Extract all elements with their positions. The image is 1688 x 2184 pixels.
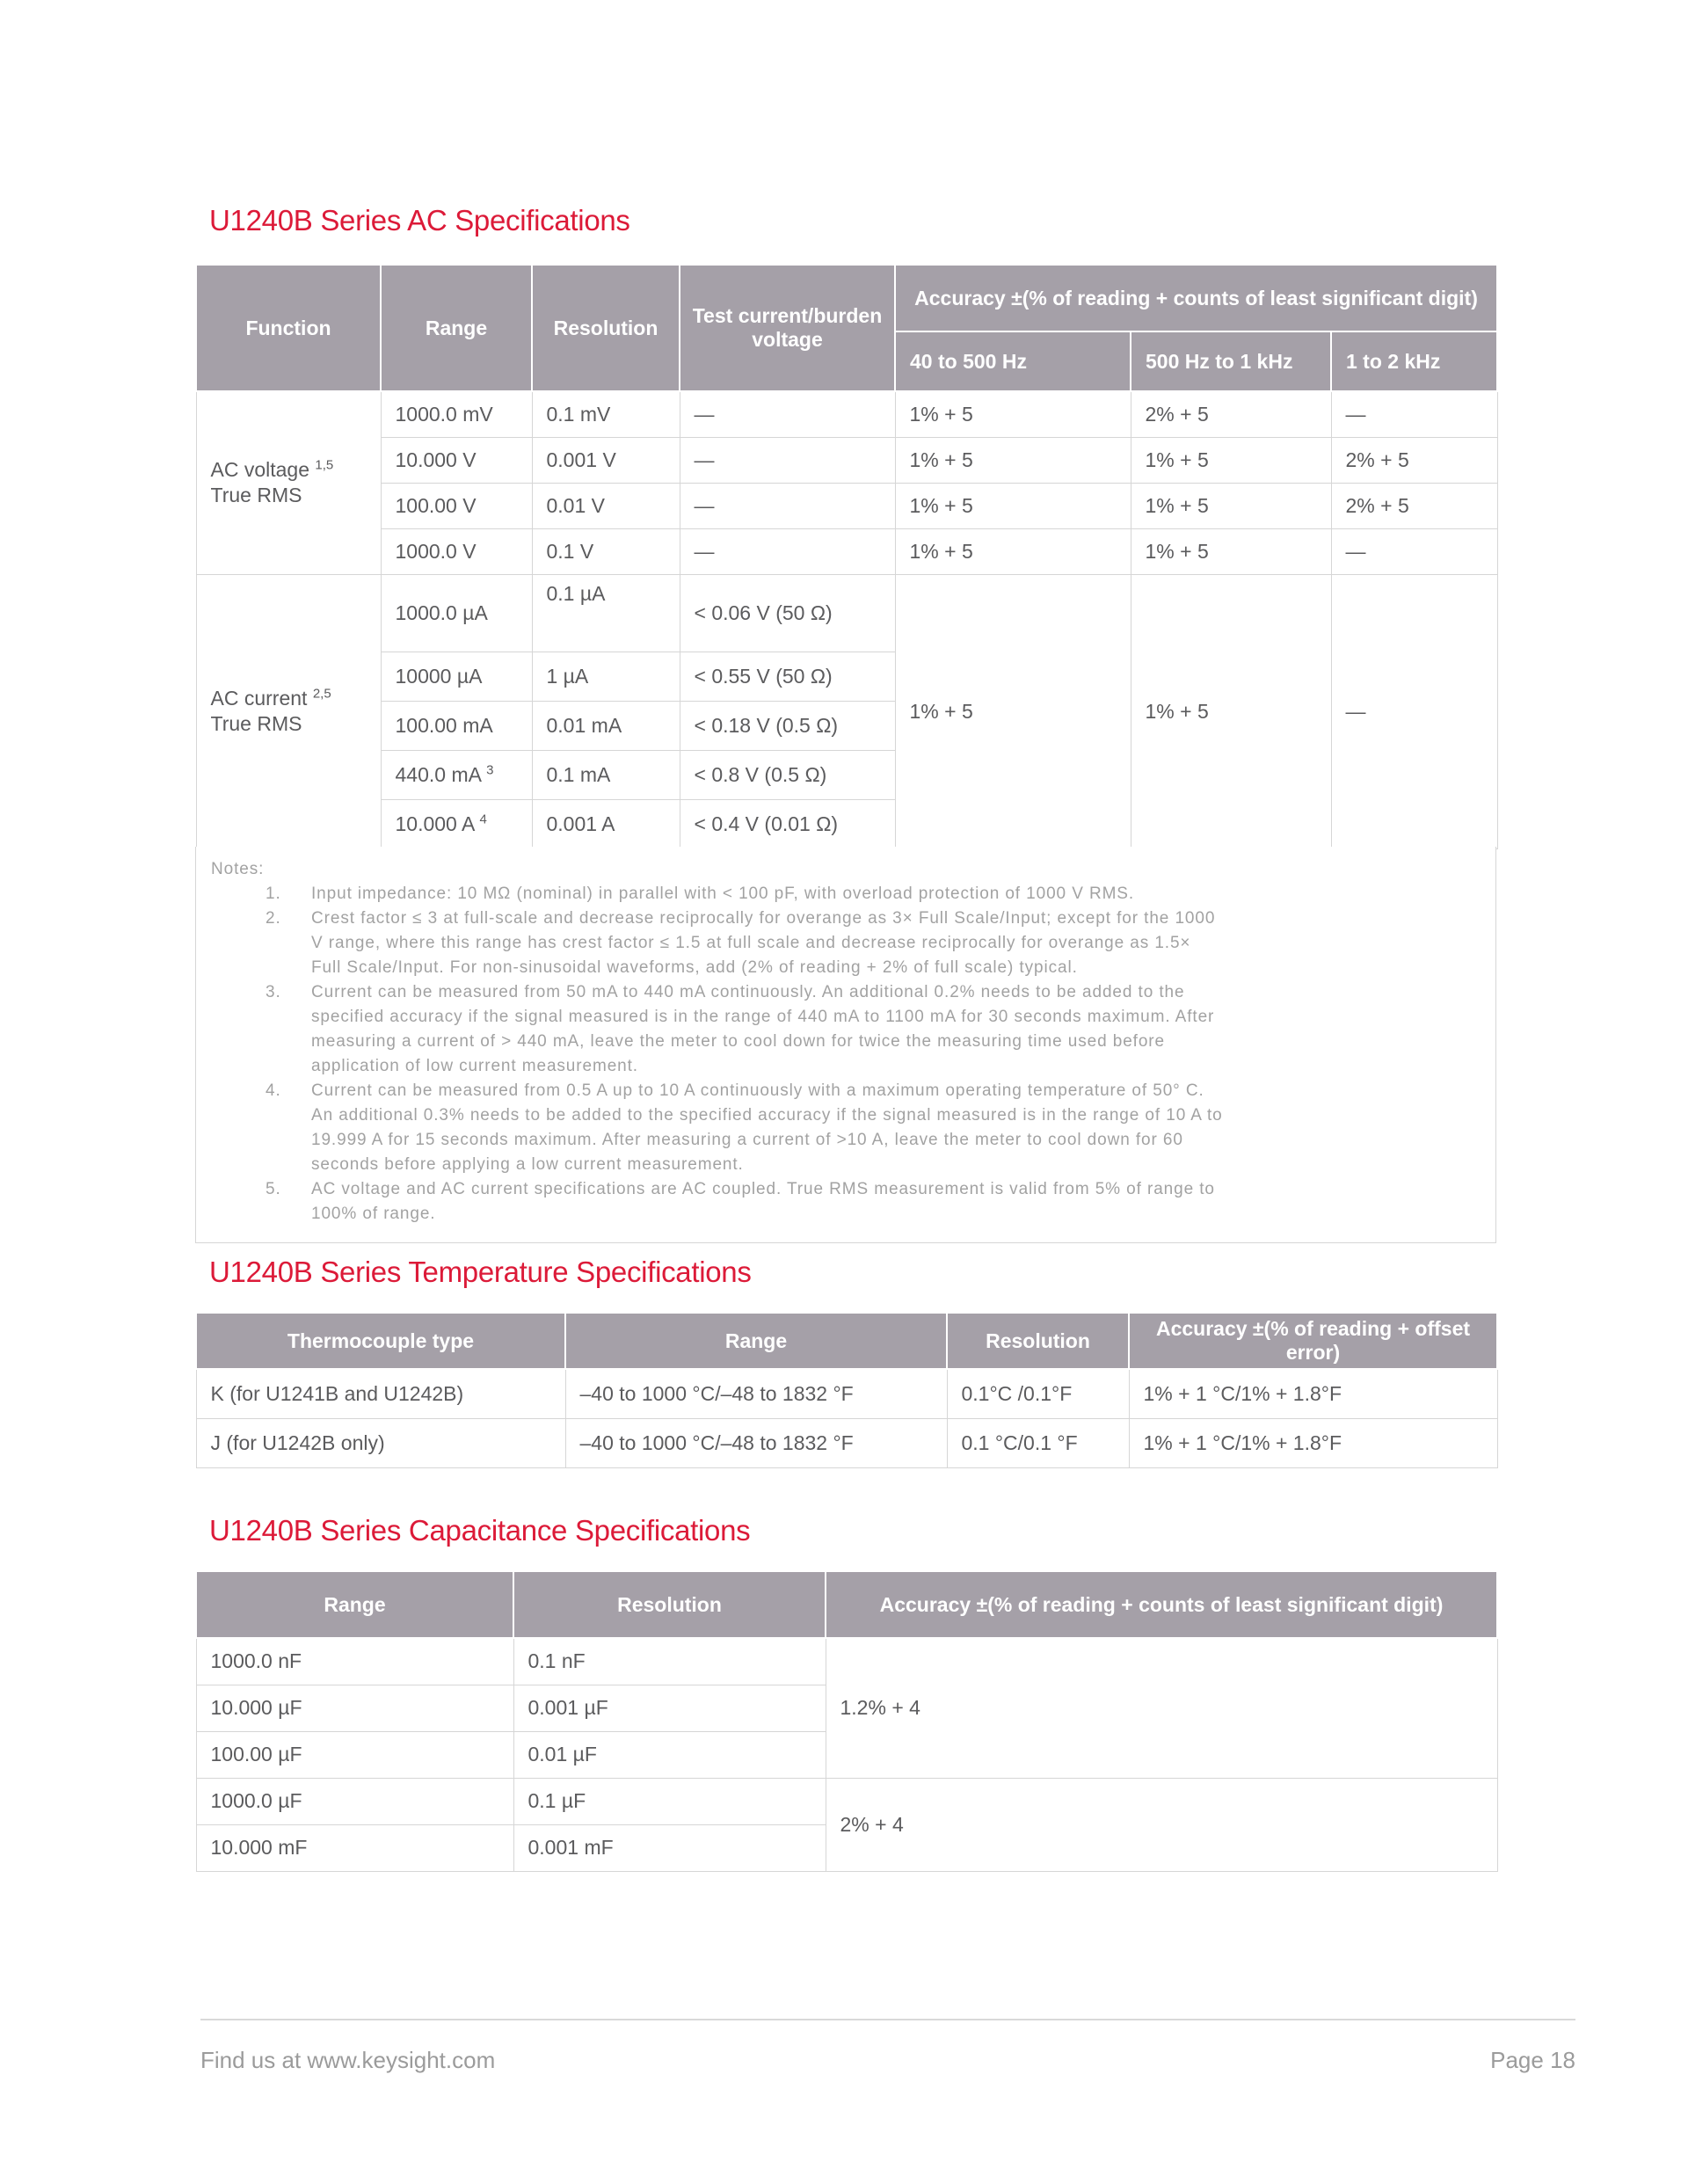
range-cell: 1000.0 nF — [196, 1638, 513, 1685]
function-label-line2: True RMS — [210, 712, 302, 735]
temperature-section-title: U1240B Series Temperature Specifications — [209, 1256, 752, 1288]
col-header-range: Range — [196, 1571, 513, 1638]
resolution-cell: 0.1 nF — [513, 1638, 826, 1685]
note-item — [211, 1177, 1481, 1227]
note-number: 5. — [266, 1180, 281, 1198]
accuracy-cell: — — [1331, 528, 1497, 574]
footnote-ref: 4 — [479, 811, 487, 826]
note-number: 1. — [266, 885, 281, 903]
test-voltage-cell: < 0.4 V (0.01 Ω) — [680, 799, 895, 848]
resolution-cell: 0.1 °C/0.1 °F — [947, 1418, 1129, 1467]
range-cell: 1000.0 mV — [381, 391, 532, 437]
footnote-ref: 3 — [486, 761, 494, 777]
col-header-range: Range — [565, 1313, 947, 1369]
col-header-function: Function — [196, 265, 381, 391]
col-header-1-2khz: 1 to 2 kHz — [1331, 331, 1497, 391]
note-item — [211, 882, 1481, 906]
accuracy-cell: 1% + 5 — [1131, 483, 1331, 528]
table-row — [196, 1369, 1497, 1418]
footer-divider — [200, 2019, 1575, 2020]
accuracy-cell: 2% + 5 — [1331, 437, 1497, 483]
temperature-spec-table — [195, 1312, 1498, 1468]
accuracy-cell: 1.2% + 4 — [826, 1638, 1497, 1778]
thermocouple-type-cell: J (for U1242B only) — [196, 1418, 565, 1467]
table-row — [196, 437, 1497, 483]
table-row — [196, 1418, 1497, 1467]
note-item — [211, 1079, 1481, 1177]
test-voltage-cell: < 0.18 V (0.5 Ω) — [680, 701, 895, 750]
capacitance-spec-table — [195, 1570, 1498, 1872]
capacitance-section-title: U1240B Series Capacitance Specifications — [209, 1514, 751, 1547]
col-header-range: Range — [381, 265, 532, 391]
resolution-cell: 0.01 µF — [513, 1731, 826, 1778]
resolution-cell: 0.01 mA — [532, 701, 680, 750]
notes-section — [195, 847, 1496, 1243]
range-cell: 440.0 mA $^3$ — [381, 750, 532, 799]
test-voltage-cell: — — [680, 483, 895, 528]
footnote-ref: 1,5 — [315, 457, 334, 473]
function-cell — [196, 391, 381, 574]
test-voltage-cell: < 0.8 V (0.5 Ω) — [680, 750, 895, 799]
note-text: Input impedance: 10 MΩ (nominal) in parallel with < 100 pF, with overload protection of 1000 V RMS. — [311, 885, 1135, 903]
accuracy-cell: — — [1331, 574, 1497, 848]
accuracy-cell: 1% + 5 — [895, 528, 1131, 574]
range-cell: 1000.0 V — [381, 528, 532, 574]
accuracy-cell: 1% + 5 — [895, 437, 1131, 483]
table-row — [196, 1778, 1497, 1824]
accuracy-cell: 1% + 1 °C/1% + 1.8°F — [1129, 1369, 1497, 1418]
col-header-thermocouple-type: Thermocouple type — [196, 1313, 565, 1369]
range-cell: 1000.0 µA — [381, 574, 532, 652]
col-header-resolution: Resolution — [532, 265, 680, 391]
resolution-cell: 1 µA — [532, 652, 680, 701]
function-label: AC current — [210, 687, 308, 710]
resolution-cell: 0.1 µA — [532, 574, 680, 652]
accuracy-cell: 1% + 5 — [1131, 437, 1331, 483]
resolution-cell: 0.1 µF — [513, 1778, 826, 1824]
accuracy-cell: 1% + 5 — [1131, 528, 1331, 574]
note-text: Current can be measured from 0.5 A up to 10 A continuously with a maximum operating temperature of 50° C. An additional 0.3% needs to be added to the specified accuracy if the signal measured is in the range of 10 A to 19.999 A for 15 seconds maximum. After measuring a current of >10 A, leave the meter to cool down for 60 seconds before applying a low current measurement. — [311, 1081, 1223, 1174]
resolution-cell: 0.001 A — [532, 799, 680, 848]
accuracy-cell: 1% + 5 — [895, 483, 1131, 528]
accuracy-cell: 2% + 5 — [1131, 391, 1331, 437]
range-cell: 10.000 V — [381, 437, 532, 483]
range-cell: –40 to 1000 °C/–48 to 1832 °F — [565, 1369, 947, 1418]
table-row — [196, 1638, 1497, 1685]
resolution-cell: 0.1 mA — [532, 750, 680, 799]
table-row — [196, 483, 1497, 528]
note-text: AC voltage and AC current specifications are AC coupled. True RMS measurement is valid from 5% of range to 100% of range. — [311, 1180, 1215, 1223]
accuracy-cell: 1% + 1 °C/1% + 1.8°F — [1129, 1418, 1497, 1467]
note-number: 4. — [266, 1081, 281, 1100]
range-cell: 10.000 A $^4$ — [381, 799, 532, 848]
test-voltage-cell: — — [680, 391, 895, 437]
accuracy-cell: 1% + 5 — [895, 391, 1131, 437]
col-header-40-500hz: 40 to 500 Hz — [895, 331, 1131, 391]
footer-link[interactable]: Find us at www.keysight.com — [200, 2047, 496, 2073]
page-number: Page 18 — [1490, 2047, 1575, 2073]
col-header-resolution: Resolution — [947, 1313, 1129, 1369]
resolution-cell: 0.1 V — [532, 528, 680, 574]
range-cell: 100.00 V — [381, 483, 532, 528]
function-cell — [196, 574, 381, 848]
function-label-line2: True RMS — [210, 484, 302, 507]
table-row — [196, 528, 1497, 574]
note-item — [211, 980, 1481, 1079]
resolution-cell: 0.1°C /0.1°F — [947, 1369, 1129, 1418]
accuracy-cell: 1% + 5 — [1131, 574, 1331, 848]
range-cell: 100.00 µF — [196, 1731, 513, 1778]
col-header-500hz-1khz: 500 Hz to 1 kHz — [1131, 331, 1331, 391]
resolution-cell: 0.001 µF — [513, 1685, 826, 1731]
resolution-cell: 0.001 V — [532, 437, 680, 483]
ac-section-title: U1240B Series AC Specifications — [209, 204, 630, 237]
accuracy-cell: — — [1331, 391, 1497, 437]
resolution-cell: 0.01 V — [532, 483, 680, 528]
resolution-cell: 0.001 mF — [513, 1824, 826, 1871]
range-cell: 1000.0 µF — [196, 1778, 513, 1824]
test-voltage-cell: — — [680, 437, 895, 483]
range-cell: 10.000 µF — [196, 1685, 513, 1731]
col-header-test-current: Test current/burden voltage — [680, 265, 895, 391]
note-number: 3. — [266, 983, 281, 1001]
range-cell: 100.00 mA — [381, 701, 532, 750]
note-number: 2. — [266, 909, 281, 928]
range-cell: 10000 µA — [381, 652, 532, 701]
test-voltage-cell: — — [680, 528, 895, 574]
note-text: Crest factor ≤ 3 at full-scale and decrease reciprocally for overange as 3× Full Scale/Input; except for the 1000 V range, where this range has crest factor ≤ 1.5 at full scale and decrease reciprocally for overange as 1.5× Full Scale/Input. For non-sinusoidal waveforms, add (2% of reading + 2% of full scale) typical. — [311, 909, 1216, 977]
note-item — [211, 906, 1481, 980]
note-text: Current can be measured from 50 mA to 440 mA continuously. An additional 0.2% needs to be added to the specified accuracy if the signal measured is in the range of 440 mA to 1100 mA for 30 seconds maximum. After measuring a current of > 440 mA, leave the meter to cool down for twice the measuring time used before application of low current measurement. — [311, 983, 1215, 1075]
range-cell: 10.000 mF — [196, 1824, 513, 1871]
notes-label: Notes: — [211, 860, 265, 878]
col-header-resolution: Resolution — [513, 1571, 826, 1638]
table-row — [196, 574, 1497, 652]
col-header-accuracy: Accuracy ±(% of reading + counts of least significant digit) — [895, 265, 1497, 331]
thermocouple-type-cell: K (for U1241B and U1242B) — [196, 1369, 565, 1418]
ac-spec-table — [195, 264, 1498, 849]
accuracy-cell: 2% + 5 — [1331, 483, 1497, 528]
resolution-cell: 0.1 mV — [532, 391, 680, 437]
test-voltage-cell: < 0.55 V (50 Ω) — [680, 652, 895, 701]
accuracy-cell: 2% + 4 — [826, 1778, 1497, 1871]
range-cell: –40 to 1000 °C/–48 to 1832 °F — [565, 1418, 947, 1467]
test-voltage-cell: < 0.06 V (50 Ω) — [680, 574, 895, 652]
footnote-ref: 2,5 — [312, 686, 331, 702]
table-row — [196, 391, 1497, 437]
function-label: AC voltage — [210, 458, 310, 482]
col-header-accuracy: Accuracy ±(% of reading + counts of least significant digit) — [826, 1571, 1497, 1638]
col-header-accuracy: Accuracy ±(% of reading + offset error) — [1129, 1313, 1497, 1369]
accuracy-cell: 1% + 5 — [895, 574, 1131, 848]
